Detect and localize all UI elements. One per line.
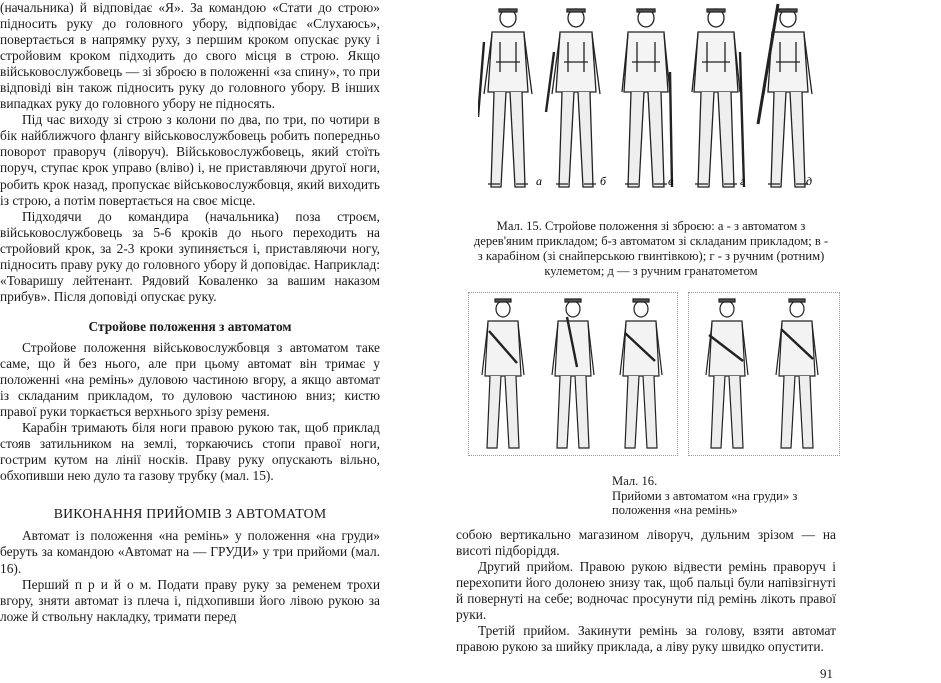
soldier-figure-v [622, 9, 672, 187]
figure-16-illustration-right [688, 292, 840, 456]
figure-16-label: Мал. 16. [612, 474, 658, 488]
paragraph: Стройове положення військовослужбовця з автоматом таке саме, що й без нього, але при цьому автомат він тримає у положенні «на ремінь» дуловою частиною вгору, а якщо автомат із складаним прикладом, то дуловою частиною вниз; кистю правої руки торкається верхнього зрізу ременя. [0, 339, 380, 420]
soldier-figure-b [546, 9, 600, 187]
figure-letter: в [668, 174, 674, 188]
paragraph: Автомат із положення «на ремінь» у положення «на груди» беруть за командою «Автомат на — ГРУДИ» у три прийоми (мал. 16). [0, 528, 380, 576]
right-column [456, 527, 836, 655]
chapter-heading: ВИКОНАННЯ ПРИЙОМІВ З АВТОМАТОМ [53, 506, 327, 522]
figure-15-caption: Мал. 15. Стройове положення зі зброєю: а - з автоматом з дерев'яним прикладом; б-з автоматом зі складаним прикладом; в - з карабіном (зі снайперською гвинтівкою); г - з ручним (ротним) кулеметом; д — з ручним гранатометом [473, 219, 829, 278]
figure-16-caption [612, 474, 837, 518]
paragraph: Підходячи до командира (начальника) поза строєм, військовослужбовець за 5-6 кроків до нього переходить на стройовий крок, за 2-3 кроки зупиняється і, приставляючи ногу, підносить праву руку до головного убору й доповідає. Наприклад: «Товаришу лейтенант. Рядовий Коваленко за вашим наказом прибув». Після доповіді опускає руку. [0, 208, 380, 304]
paragraph: (начальника) й відповідає «Я». За командою «Стати до строю» підносить руку до головного убору, відповідає «Слухаюсь», повертається в напрямку руху, з першим кроком опускає руку і стройовим кроком підходить до свого місця в строю. Якщо військовослужбовець — зі зброєю в положенні «за спину», то при відповіді він також підносить руку до головного убору. В інших випадках руку до головного убору не підносять. [0, 0, 380, 112]
figure-letter: б [600, 174, 607, 188]
figure-letter: д [806, 174, 813, 188]
figure-letter: г [740, 174, 745, 188]
page-number: 91 [820, 666, 833, 681]
paragraph: Другий прийом. Правою рукою відвести ремінь праворуч і перехопити його долонею знизу так, щоб пальці були напівзігнуті й повернуті на себе; водночас просунути під ремінь лікоть правої руки. [456, 559, 836, 623]
paragraph: Перший п р и й о м. Подати праву руку за ременем трохи вгору, зняти автомат із плеча і, підхопивши його лівою рукою за ложе й ствольну накладку, тримати перед [0, 576, 380, 624]
figure-16-description: Прийоми з автоматом «на груди» з положення «на ремінь» [612, 488, 798, 517]
section-heading: Стройове положення з автоматом [88, 318, 292, 334]
figure-15-illustration [478, 2, 838, 202]
paragraph: Під час виходу зі строю з колони по два, по три, по чотири в бік найближчого флангу військовослужбовець робить попередньо поворот праворуч (ліворуч). Військовослужбовець, який стоїть поруч, ступає крок управо (вліво) і, не приставляючи другої ноги, робить крок назад, пропускає військовослужбовця, який виходить із строю, а потім повертається на своє місце. [0, 112, 380, 208]
left-column [0, 0, 380, 625]
paragraph: Третій прийом. Закинути ремінь за голову, взяти автомат правою рукою за шийку приклада, а ліву руку швидко опустити. [456, 623, 836, 655]
paragraph: собою вертикально магазином ліворуч, дульним зрізом — на висоті підборіддя. [456, 527, 836, 559]
soldier-figure-g [692, 9, 744, 187]
paragraph: Карабін тримають біля ноги правою рукою так, щоб приклад стояв затильником на землі, торкаючись стопи правої ноги, гострим кутом на лінії носків. Праву руку опускають вільно, обхопивши нею дуло та газову трубку (мал. 15). [0, 420, 380, 484]
figure-letter: а [536, 174, 542, 188]
soldier-figure-d [758, 4, 812, 187]
soldier-figure-a [478, 9, 532, 187]
figure-16-illustration-left [468, 292, 678, 456]
